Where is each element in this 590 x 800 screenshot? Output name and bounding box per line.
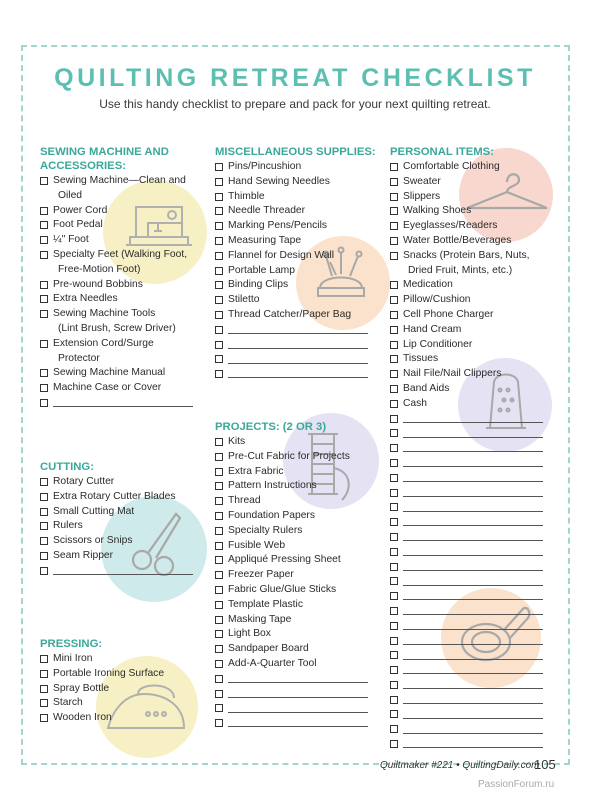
watermark: PassionForum.ru [478,779,555,790]
personal-section [390,145,555,752]
checklist-item[interactable]: Cash [390,397,555,412]
checklist-item-continued: Free-Motion Foot) [58,263,141,275]
checkbox[interactable] [390,222,398,230]
checklist-item[interactable]: Fusible Web [215,539,380,554]
blank-item[interactable] [390,412,555,427]
checkbox[interactable] [390,400,398,408]
section-heading-personal: PERSONAL ITEMS: [390,146,494,158]
blank-item[interactable] [390,589,555,604]
misc-section [215,145,380,382]
checklist-item[interactable]: Freezer Paper [215,568,380,583]
pressing-section [40,637,208,726]
blank-line[interactable] [403,413,543,423]
checkbox[interactable] [390,311,398,319]
checklist-item[interactable]: Small Cutting Mat [40,505,208,520]
checklist-item-continued: Dried Fruit, Mints, etc.) [408,264,513,276]
blank-item[interactable] [390,619,555,634]
checkbox[interactable] [215,690,223,698]
checkbox[interactable] [40,281,48,289]
checkbox[interactable] [40,522,48,530]
checklist-item[interactable]: Walking Shoes [390,204,555,219]
checklist-item[interactable]: Light Box [215,627,380,642]
blank-line[interactable] [403,531,543,541]
blank-line[interactable] [403,679,543,689]
checkbox[interactable] [390,637,398,645]
checklist-item[interactable]: Hand Sewing Needles [215,175,380,190]
checkbox[interactable] [215,281,223,289]
checkbox[interactable] [390,163,398,171]
blank-item[interactable] [390,574,555,589]
checkbox[interactable] [215,660,223,668]
blank-item[interactable] [390,634,555,649]
checklist-item[interactable]: Pre-Cut Fabric for Projects [215,450,380,465]
checkbox[interactable] [40,340,48,348]
checklist-item[interactable]: Machine Case or Cover [40,381,208,396]
blank-line[interactable] [228,354,368,364]
checklist-item[interactable]: Specialty Feet (Walking Foot, [40,248,208,263]
checklist-item[interactable]: Template Plastic [215,598,380,613]
checkbox[interactable] [390,474,398,482]
checkbox[interactable] [40,369,48,377]
checkbox[interactable] [390,696,398,704]
checkbox[interactable] [390,533,398,541]
checkbox[interactable] [390,193,398,201]
checklist-item[interactable]: Binding Clips [215,278,380,293]
checkbox[interactable] [215,497,223,505]
checkbox[interactable] [390,622,398,630]
checkbox[interactable] [40,310,48,318]
checklist-item[interactable]: Eyeglasses/Readers [390,219,555,234]
blank-item[interactable] [390,604,555,619]
blank-item[interactable] [215,367,380,382]
checkbox[interactable] [390,296,398,304]
checklist-item[interactable]: Sewing Machine Tools [40,307,208,322]
blank-line[interactable] [403,590,543,600]
checklist-item[interactable]: Starch [40,696,208,711]
checkbox[interactable] [40,493,48,501]
blank-item[interactable] [390,486,555,501]
checkbox[interactable] [215,601,223,609]
checklist-item[interactable]: Extra Fabric [215,465,380,480]
sewing-section [40,145,208,411]
blank-line[interactable] [403,561,543,571]
checklist-item[interactable]: Foot Pedal [40,218,208,233]
checklist-item-continued: Oiled [58,189,83,201]
checklist-item[interactable]: Sandpaper Board [215,642,380,657]
checklist-item[interactable]: Lip Conditioner [390,338,555,353]
blank-line[interactable] [228,368,368,378]
checkbox[interactable] [40,384,48,392]
checkbox[interactable] [215,252,223,260]
checkbox[interactable] [215,468,223,476]
checklist-item[interactable]: Kits [215,435,380,450]
checkbox[interactable] [40,552,48,560]
checklist-item[interactable]: Cell Phone Charger [390,308,555,323]
blank-line[interactable] [53,565,193,575]
blank-line[interactable] [403,650,543,660]
checkbox[interactable] [390,548,398,556]
page-title: QUILTING RETREAT CHECKLIST [54,64,536,92]
checkbox[interactable] [390,710,398,718]
checkbox[interactable] [215,571,223,579]
blank-item[interactable] [390,545,555,560]
blank-item[interactable] [215,672,380,687]
checklist-item[interactable]: Extra Needles [40,292,208,307]
checklist-item[interactable]: Add-A-Quarter Tool [215,657,380,672]
blank-item[interactable] [390,471,555,486]
checkbox[interactable] [390,281,398,289]
blank-line[interactable] [403,502,543,512]
checklist-item[interactable]: Thimble [215,190,380,205]
checklist-item[interactable]: Nail File/Nail Clippers [390,367,555,382]
checkbox[interactable] [40,670,48,678]
checkbox[interactable] [215,704,223,712]
checkbox[interactable] [390,651,398,659]
section-heading-misc: MISCELLANEOUS SUPPLIES: [215,146,376,158]
checklist-item[interactable]: Marking Pens/Pencils [215,219,380,234]
blank-item[interactable] [40,564,208,579]
checklist-item-continued: (Lint Brush, Screw Driver) [58,322,176,334]
checkbox[interactable] [40,221,48,229]
blank-line[interactable] [403,576,543,586]
checkbox[interactable] [390,503,398,511]
checklist-item[interactable]: Thread Catcher/Paper Bag [215,308,380,323]
blank-line[interactable] [403,738,543,748]
checkbox[interactable] [40,567,48,575]
blank-line[interactable] [228,688,368,698]
checkbox[interactable] [215,645,223,653]
checkbox[interactable] [390,370,398,378]
cutting-section [40,460,208,579]
blank-item[interactable] [390,426,555,441]
checkbox[interactable] [215,438,223,446]
blank-item[interactable] [390,648,555,663]
checkbox[interactable] [390,681,398,689]
checklist-item[interactable]: Medication [390,278,555,293]
blank-line[interactable] [403,635,543,645]
checkbox[interactable] [215,616,223,624]
blank-line[interactable] [403,546,543,556]
checkbox[interactable] [390,237,398,245]
checkbox[interactable] [390,341,398,349]
checkbox[interactable] [390,252,398,260]
checkbox[interactable] [215,326,223,334]
checklist-item[interactable]: Pattern Instructions [215,479,380,494]
checklist-item[interactable]: Stiletto [215,293,380,308]
section-heading-pressing: PRESSING: [40,638,103,650]
checkbox[interactable] [40,177,48,185]
blank-line[interactable] [403,487,543,497]
checkbox[interactable] [40,251,48,259]
blank-line[interactable] [403,516,543,526]
checkbox[interactable] [215,556,223,564]
blank-item[interactable] [390,693,555,708]
checklist-item[interactable]: Portable Ironing Surface [40,667,208,682]
checklist-item[interactable]: Extension Cord/Surge [40,337,208,352]
checkbox[interactable] [215,453,223,461]
checkbox[interactable] [215,355,223,363]
checklist-item[interactable]: Hand Cream [390,323,555,338]
blank-item[interactable] [390,456,555,471]
checklist-item[interactable]: Rotary Cutter [40,475,208,490]
blank-item[interactable] [40,396,208,411]
page-subtitle: Use this handy checklist to prepare and pack for your next quilting retreat. [99,97,491,111]
checkbox[interactable] [40,655,48,663]
blank-line[interactable] [403,620,543,630]
checklist-item[interactable]: Foundation Papers [215,509,380,524]
checklist-item[interactable]: Comfortable Clothing [390,160,555,175]
checkbox[interactable] [40,537,48,545]
blank-line[interactable] [403,694,543,704]
blank-line[interactable] [403,472,543,482]
checkbox[interactable] [40,478,48,486]
page-number: 105 [534,757,556,772]
blank-item[interactable] [390,441,555,456]
blank-item[interactable] [390,737,555,752]
checklist-item[interactable]: Masking Tape [215,613,380,628]
checklist-item[interactable]: Wooden Iron [40,711,208,726]
checkbox[interactable] [215,163,223,171]
checklist-item[interactable]: Thread [215,494,380,509]
checkbox[interactable] [215,630,223,638]
checklist-item[interactable]: Needle Threader [215,204,380,219]
blank-item[interactable] [215,701,380,716]
checkbox[interactable] [390,577,398,585]
checkbox[interactable] [40,399,48,407]
checklist-item[interactable]: Sewing Machine—Clean and [40,174,208,189]
blank-item[interactable] [215,352,380,367]
checklist-item[interactable]: Pre-wound Bobbins [40,278,208,293]
checkbox[interactable] [390,518,398,526]
checklist-item[interactable]: Band Aids [390,382,555,397]
checklist-item[interactable]: Scissors or Snips [40,534,208,549]
checklist-item[interactable]: Slippers [390,190,555,205]
blank-line[interactable] [228,324,368,334]
checkbox[interactable] [40,699,48,707]
checkbox[interactable] [390,326,398,334]
blank-line[interactable] [403,457,543,467]
blank-item[interactable] [390,707,555,722]
checkbox[interactable] [390,592,398,600]
blank-item[interactable] [215,687,380,702]
checklist-item[interactable]: Portable Lamp [215,264,380,279]
checklist-item[interactable]: Spray Bottle [40,682,208,697]
checkbox[interactable] [215,296,223,304]
blank-line[interactable] [403,664,543,674]
checkbox[interactable] [40,236,48,244]
checkbox[interactable] [390,355,398,363]
checkbox[interactable] [40,295,48,303]
checkbox[interactable] [390,740,398,748]
checkbox[interactable] [215,267,223,275]
checklist-item[interactable]: Fabric Glue/Glue Sticks [215,583,380,598]
checkbox[interactable] [215,719,223,727]
blank-item[interactable] [390,500,555,515]
blank-item[interactable] [390,678,555,693]
blank-line[interactable] [403,724,543,734]
blank-line[interactable] [53,397,193,407]
projects-section [215,420,380,731]
blank-item[interactable] [390,722,555,737]
checklist-item[interactable]: Snacks (Protein Bars, Nuts, [390,249,555,264]
section-heading-sewing: SEWING MACHINE AND ACCESSORIES: [40,146,169,172]
blank-item[interactable] [390,663,555,678]
checkbox[interactable] [215,512,223,520]
checkbox[interactable] [390,385,398,393]
checkbox[interactable] [215,311,223,319]
checkbox[interactable] [40,207,48,215]
blank-line[interactable] [228,339,368,349]
checkbox[interactable] [40,714,48,722]
checklist-item[interactable]: Sweater [390,175,555,190]
checkbox[interactable] [40,508,48,516]
checklist-item[interactable]: Rulers [40,519,208,534]
blank-line[interactable] [228,717,368,727]
checkbox[interactable] [390,725,398,733]
checkbox[interactable] [40,685,48,693]
blank-item[interactable] [390,560,555,575]
checklist-item[interactable]: Pins/Pincushion [215,160,380,175]
checklist-item[interactable]: Specialty Rulers [215,524,380,539]
checkbox[interactable] [390,607,398,615]
footer-credit: Quiltmaker #221 • QuiltingDaily.com [380,760,540,771]
checklist-item[interactable]: Tissues [390,352,555,367]
blank-line[interactable] [228,673,368,683]
checkbox[interactable] [390,415,398,423]
checkbox[interactable] [215,370,223,378]
checkbox[interactable] [215,675,223,683]
blank-item[interactable] [215,716,380,731]
checkbox[interactable] [215,482,223,490]
checklist-item[interactable]: ¼" Foot [40,233,208,248]
blank-item[interactable] [390,515,555,530]
checkbox[interactable] [390,207,398,215]
section-heading-cutting: CUTTING: [40,461,94,473]
checklist-item[interactable]: Power Cord [40,204,208,219]
checklist-item[interactable]: Mini Iron [40,652,208,667]
section-heading-projects: PROJECTS: (2 OR 3) [215,421,327,433]
checklist-item[interactable]: Extra Rotary Cutter Blades [40,490,208,505]
checkbox[interactable] [215,222,223,230]
checkbox[interactable] [215,193,223,201]
checkbox[interactable] [390,459,398,467]
checkbox[interactable] [215,341,223,349]
checklist-item[interactable]: Seam Ripper [40,549,208,564]
checkbox[interactable] [390,429,398,437]
checkbox[interactable] [215,207,223,215]
checklist-item[interactable]: Sewing Machine Manual [40,366,208,381]
checkbox[interactable] [215,178,223,186]
checklist-item[interactable]: Pillow/Cushion [390,293,555,308]
checkbox[interactable] [390,666,398,674]
checklist-item-continued: Protector [58,352,100,364]
blank-line[interactable] [228,703,368,713]
blank-line[interactable] [403,442,543,452]
checkbox[interactable] [215,542,223,550]
blank-item[interactable] [390,530,555,545]
checklist-item[interactable]: Appliqué Pressing Sheet [215,553,380,568]
checkbox[interactable] [215,586,223,594]
checkbox[interactable] [390,489,398,497]
checkbox[interactable] [390,563,398,571]
checkbox[interactable] [215,527,223,535]
checklist-item[interactable]: Water Bottle/Beverages [390,234,555,249]
checkbox[interactable] [390,178,398,186]
checklist-item[interactable]: Measuring Tape [215,234,380,249]
blank-line[interactable] [403,605,543,615]
checkbox[interactable] [215,237,223,245]
blank-item[interactable] [215,338,380,353]
checkbox[interactable] [390,444,398,452]
blank-line[interactable] [403,428,543,438]
checklist-item[interactable]: Flannel for Design Wall [215,249,380,264]
blank-line[interactable] [403,709,543,719]
blank-item[interactable] [215,323,380,338]
